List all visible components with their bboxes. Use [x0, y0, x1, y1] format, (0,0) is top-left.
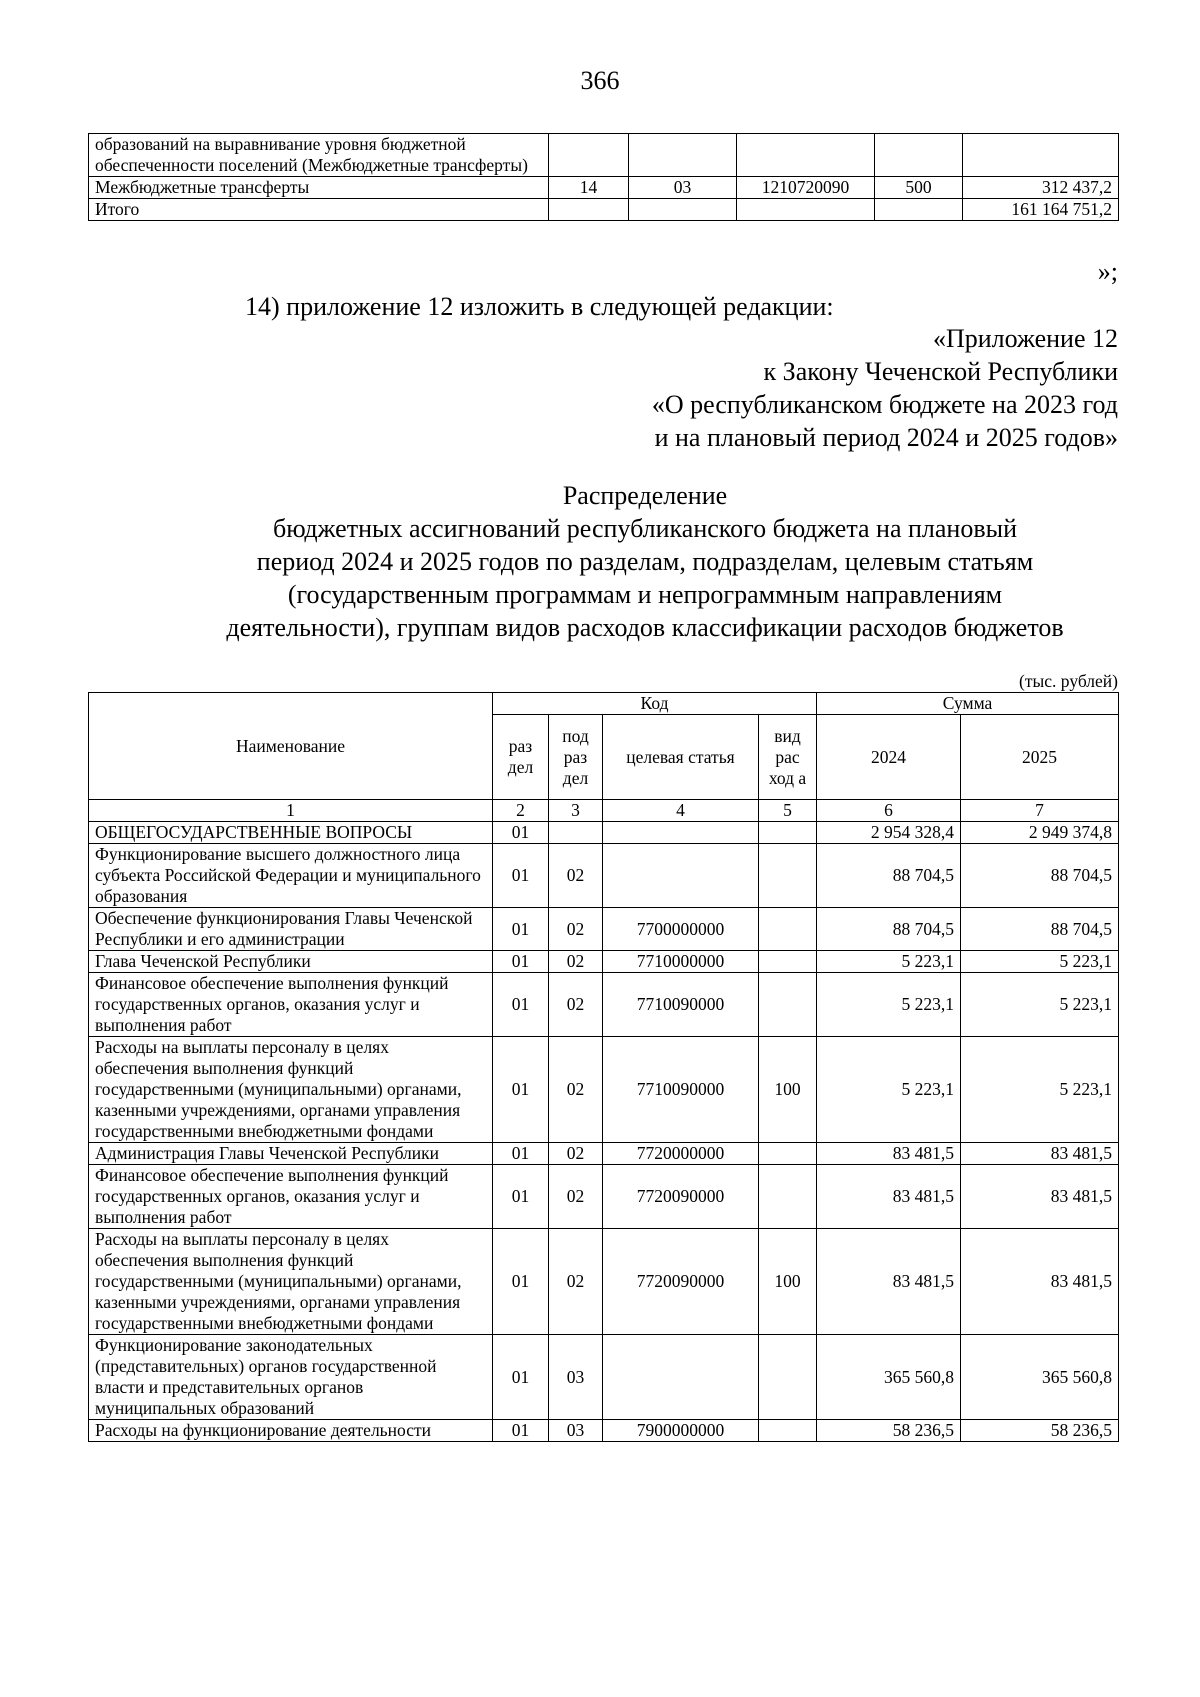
table-row	[89, 134, 1119, 177]
row-name: Расходы на выплаты персоналу в целях обеспечения выполнения функций государственными (муниципальными) органами, казенными учреждениями, органами управления государственными внебюджетными фондами	[89, 1037, 493, 1143]
row-name: Обеспечение функционирования Главы Чеченской Республики и его администрации	[89, 908, 493, 951]
row-sum-2024: 83 481,5	[817, 1143, 961, 1165]
row-sum-2025: 2 949 374,8	[961, 822, 1119, 844]
table-row	[89, 908, 1119, 951]
row-podrazdel: 03	[629, 177, 737, 199]
row-name: образований на выравнивание уровня бюджетной обеспеченности поселений (Межбюджетные трансферты)	[89, 134, 549, 177]
row-sum-2025: 5 223,1	[961, 951, 1119, 973]
table-row	[89, 199, 1119, 221]
row-vid	[759, 951, 817, 973]
row-sum-2024: 83 481,5	[817, 1165, 961, 1229]
header-statya: целевая статья	[603, 715, 759, 800]
row-vid: 500	[875, 177, 963, 199]
row-podrazdel: 02	[549, 844, 603, 908]
row-name: ОБЩЕГОСУДАРСТВЕННЫЕ ВОПРОСЫ	[89, 822, 493, 844]
row-name: Межбюджетные трансферты	[89, 177, 549, 199]
row-vid	[875, 134, 963, 177]
row-statya	[603, 822, 759, 844]
row-statya: 1210720090	[737, 177, 875, 199]
units-label: (тыс. рублей)	[1019, 671, 1118, 691]
header-podrazdel: под раз дел	[549, 715, 603, 800]
column-number: 1	[89, 800, 493, 822]
document-heading	[100, 479, 1190, 644]
row-sum-2025: 83 481,5	[961, 1165, 1119, 1229]
row-sum-2025: 88 704,5	[961, 908, 1119, 951]
row-statya: 7720090000	[603, 1229, 759, 1335]
row-razdel: 01	[493, 1420, 549, 1442]
row-sum-2025: 83 481,5	[961, 1229, 1119, 1335]
heading-line: деятельности), группам видов расходов классификации расходов бюджетов	[226, 613, 1064, 642]
page-number: 366	[580, 66, 620, 95]
table-row	[89, 973, 1119, 1037]
row-name: Финансовое обеспечение выполнения функций государственных органов, оказания услуг и выполнения работ	[89, 973, 493, 1037]
row-statya: 7710090000	[603, 1037, 759, 1143]
row-name: Администрация Главы Чеченской Республики	[89, 1143, 493, 1165]
continued-table	[88, 133, 1119, 221]
row-statya: 7710000000	[603, 951, 759, 973]
row-sum-2025: 5 223,1	[961, 973, 1119, 1037]
column-number: 4	[603, 800, 759, 822]
row-summa	[963, 134, 1119, 177]
header-name: Наименование	[89, 693, 493, 800]
row-sum-2025: 88 704,5	[961, 844, 1119, 908]
header-razdel: раз дел	[493, 715, 549, 800]
row-vid	[759, 1335, 817, 1420]
row-sum-2024: 88 704,5	[817, 908, 961, 951]
row-razdel: 14	[549, 177, 629, 199]
column-number: 7	[961, 800, 1119, 822]
row-podrazdel: 02	[549, 951, 603, 973]
heading-line: бюджетных ассигнований республиканского бюджета на плановый	[272, 514, 1018, 543]
row-vid	[759, 844, 817, 908]
row-sum-2025: 83 481,5	[961, 1143, 1119, 1165]
row-podrazdel: 02	[549, 1229, 603, 1335]
row-name: Расходы на выплаты персоналу в целях обеспечения выполнения функций государственными (муниципальными) органами, казенными учреждениями, органами управления государственными внебюджетными фондами	[89, 1229, 493, 1335]
row-razdel: 01	[493, 844, 549, 908]
row-statya: 7900000000	[603, 1420, 759, 1442]
heading-line: период 2024 и 2025 годов по разделам, подразделам, целевым статьям	[256, 547, 1034, 576]
row-podrazdel: 03	[549, 1420, 603, 1442]
row-statya: 7720000000	[603, 1143, 759, 1165]
annex-reference	[500, 322, 1118, 454]
row-name: Финансовое обеспечение выполнения функций государственных органов, оказания услуг и выполнения работ	[89, 1165, 493, 1229]
row-podrazdel	[629, 134, 737, 177]
column-number: 3	[549, 800, 603, 822]
row-razdel: 01	[493, 1165, 549, 1229]
row-name: Итого	[89, 199, 549, 221]
row-statya: 7700000000	[603, 908, 759, 951]
row-razdel: 01	[493, 1143, 549, 1165]
row-vid: 100	[759, 1037, 817, 1143]
annex-line: и на плановый период 2024 и 2025 годов»	[654, 423, 1118, 452]
row-razdel	[549, 199, 629, 221]
header-summa: Сумма	[817, 693, 1119, 715]
row-razdel: 01	[493, 908, 549, 951]
annex-line: «О республиканском бюджете на 2023 год	[651, 390, 1118, 419]
row-razdel: 01	[493, 951, 549, 973]
row-vid	[875, 199, 963, 221]
row-sum-2025: 5 223,1	[961, 1037, 1119, 1143]
row-statya: 7710090000	[603, 973, 759, 1037]
header-kod: Код	[493, 693, 817, 715]
column-number: 2	[493, 800, 549, 822]
row-statya	[737, 199, 875, 221]
row-razdel	[549, 134, 629, 177]
row-podrazdel	[629, 199, 737, 221]
row-summa: 312 437,2	[963, 177, 1119, 199]
budget-table	[88, 692, 1119, 1442]
header-vid: вид рас ход а	[759, 715, 817, 800]
table-row	[89, 1037, 1119, 1143]
table-row	[89, 177, 1119, 199]
table-row	[89, 844, 1119, 908]
amendment-text: 14) приложение 12 изложить в следующей редакции:	[245, 292, 834, 321]
row-name: Расходы на функционирование деятельности	[89, 1420, 493, 1442]
heading-line: (государственным программам и непрограммным направлениям	[287, 580, 1003, 609]
table-row	[89, 1335, 1119, 1420]
header-year-2025: 2025	[961, 715, 1119, 800]
row-podrazdel: 02	[549, 973, 603, 1037]
header-year-2024: 2024	[817, 715, 961, 800]
row-vid	[759, 973, 817, 1037]
row-name: Функционирование высшего должностного лица субъекта Российской Федерации и муниципального образования	[89, 844, 493, 908]
table-row	[89, 1420, 1119, 1442]
row-podrazdel: 02	[549, 1165, 603, 1229]
row-sum-2024: 83 481,5	[817, 1229, 961, 1335]
row-sum-2024: 88 704,5	[817, 844, 961, 908]
row-sum-2024: 5 223,1	[817, 1037, 961, 1143]
table-row	[89, 951, 1119, 973]
row-sum-2024: 5 223,1	[817, 973, 961, 1037]
row-razdel: 01	[493, 822, 549, 844]
row-razdel: 01	[493, 1335, 549, 1420]
row-statya	[737, 134, 875, 177]
header-row	[89, 693, 1119, 715]
row-vid	[759, 908, 817, 951]
row-statya: 7720090000	[603, 1165, 759, 1229]
row-vid	[759, 1143, 817, 1165]
row-sum-2025: 365 560,8	[961, 1335, 1119, 1420]
row-vid	[759, 1165, 817, 1229]
table-row	[89, 1143, 1119, 1165]
row-statya	[603, 844, 759, 908]
table-row	[89, 1229, 1119, 1335]
row-sum-2024: 2 954 328,4	[817, 822, 961, 844]
row-razdel: 01	[493, 1037, 549, 1143]
row-sum-2024: 5 223,1	[817, 951, 961, 973]
annex-line: к Закону Чеченской Республики	[763, 357, 1118, 386]
row-podrazdel: 02	[549, 1143, 603, 1165]
row-podrazdel: 02	[549, 1037, 603, 1143]
annex-line: «Приложение 12	[932, 324, 1118, 353]
row-vid	[759, 822, 817, 844]
row-podrazdel: 02	[549, 908, 603, 951]
table-row	[89, 822, 1119, 844]
row-razdel: 01	[493, 973, 549, 1037]
row-vid: 100	[759, 1229, 817, 1335]
row-podrazdel	[549, 822, 603, 844]
row-summa: 161 164 751,2	[963, 199, 1119, 221]
row-statya	[603, 1335, 759, 1420]
column-number: 6	[817, 800, 961, 822]
closing-quote-mark: »;	[1097, 257, 1118, 286]
heading-line: Распределение	[562, 481, 728, 510]
row-razdel: 01	[493, 1229, 549, 1335]
table-row	[89, 1165, 1119, 1229]
row-sum-2025: 58 236,5	[961, 1420, 1119, 1442]
row-name: Глава Чеченской Республики	[89, 951, 493, 973]
row-sum-2024: 365 560,8	[817, 1335, 961, 1420]
row-vid	[759, 1420, 817, 1442]
column-number: 5	[759, 800, 817, 822]
column-number-row	[89, 800, 1119, 822]
row-podrazdel: 03	[549, 1335, 603, 1420]
row-name: Функционирование законодательных (представительных) органов государственной власти и представительных органов муниципальных образований	[89, 1335, 493, 1420]
row-sum-2024: 58 236,5	[817, 1420, 961, 1442]
